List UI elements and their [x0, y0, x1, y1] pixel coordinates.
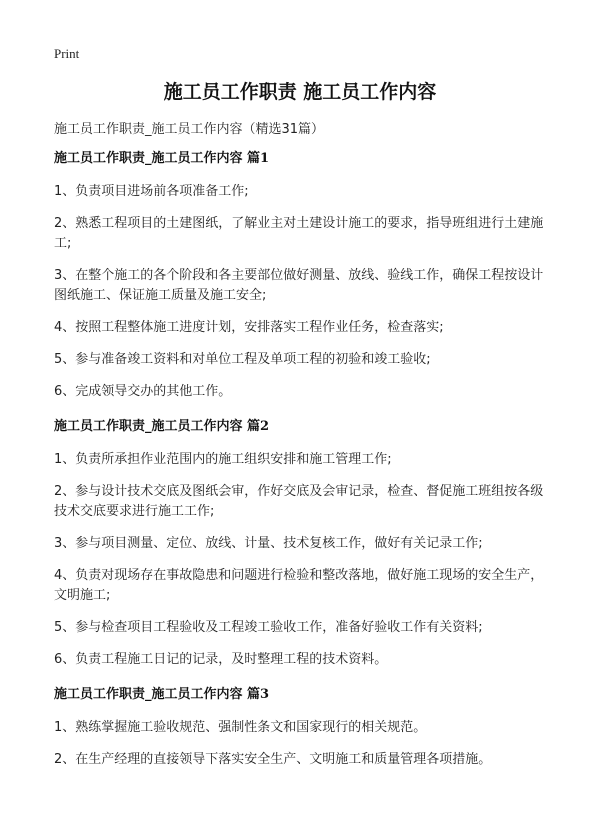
page-subtitle: 施工员工作职责_施工员工作内容（精选31篇）	[54, 122, 325, 137]
section-heading: 施工员工作职责_施工员工作内容 篇1	[54, 151, 270, 166]
page-title: 施工员工作职责 施工员工作内容	[163, 81, 437, 103]
print-label: Print	[54, 46, 80, 61]
list-item: 6、完成领导交办的其他工作。	[54, 384, 232, 399]
list-item: 3、参与项目测量、定位、放线、计量、技术复核工作，做好有关记录工作;	[54, 536, 483, 551]
section-2	[54, 418, 550, 670]
list-item: 1、熟练掌握施工验收规范、强制性条文和国家现行的相关规范。	[54, 720, 427, 735]
list-item: 5、参与检查项目工程验收及工程竣工验收工作，准备好验收工作有关资料;	[54, 620, 483, 635]
list-item: 3、在整个施工的各个阶段和各主要部位做好测量、放线、验线工作，确保工程按设计图纸施工、保证施工质量及施工安全;	[54, 268, 544, 303]
section-heading: 施工员工作职责_施工员工作内容 篇2	[54, 419, 270, 434]
section-heading: 施工员工作职责_施工员工作内容 篇3	[54, 687, 270, 702]
section-3	[54, 686, 550, 770]
list-item: 2、在生产经理的直接领导下落实安全生产、文明施工和质量管理各项措施。	[54, 752, 492, 767]
list-item: 2、熟悉工程项目的土建图纸，了解业主对土建设计施工的要求，指导班组进行土建施工;	[54, 216, 544, 251]
list-item: 1、负责所承担作业范围内的施工组织安排和施工管理工作;	[54, 452, 392, 467]
list-item: 4、负责对现场存在事故隐患和问题进行检验和整改落地，做好施工现场的安全生产，文明施工;	[54, 568, 544, 603]
list-item: 2、参与设计技术交底及图纸会审，作好交底及会审记录，检查、督促施工班组按各级技术交底要求进行施工工作;	[54, 484, 544, 519]
section-1	[54, 150, 550, 402]
document-body	[54, 150, 550, 782]
list-item: 4、按照工程整体施工进度计划，安排落实工程作业任务，检查落实;	[54, 320, 444, 335]
list-item: 1、负责项目进场前各项准备工作;	[54, 184, 249, 199]
list-item: 5、参与准备竣工资料和对单位工程及单项工程的初验和竣工验收;	[54, 352, 431, 367]
list-item: 6、负责工程施工日记的记录，及时整理工程的技术资料。	[54, 652, 388, 667]
